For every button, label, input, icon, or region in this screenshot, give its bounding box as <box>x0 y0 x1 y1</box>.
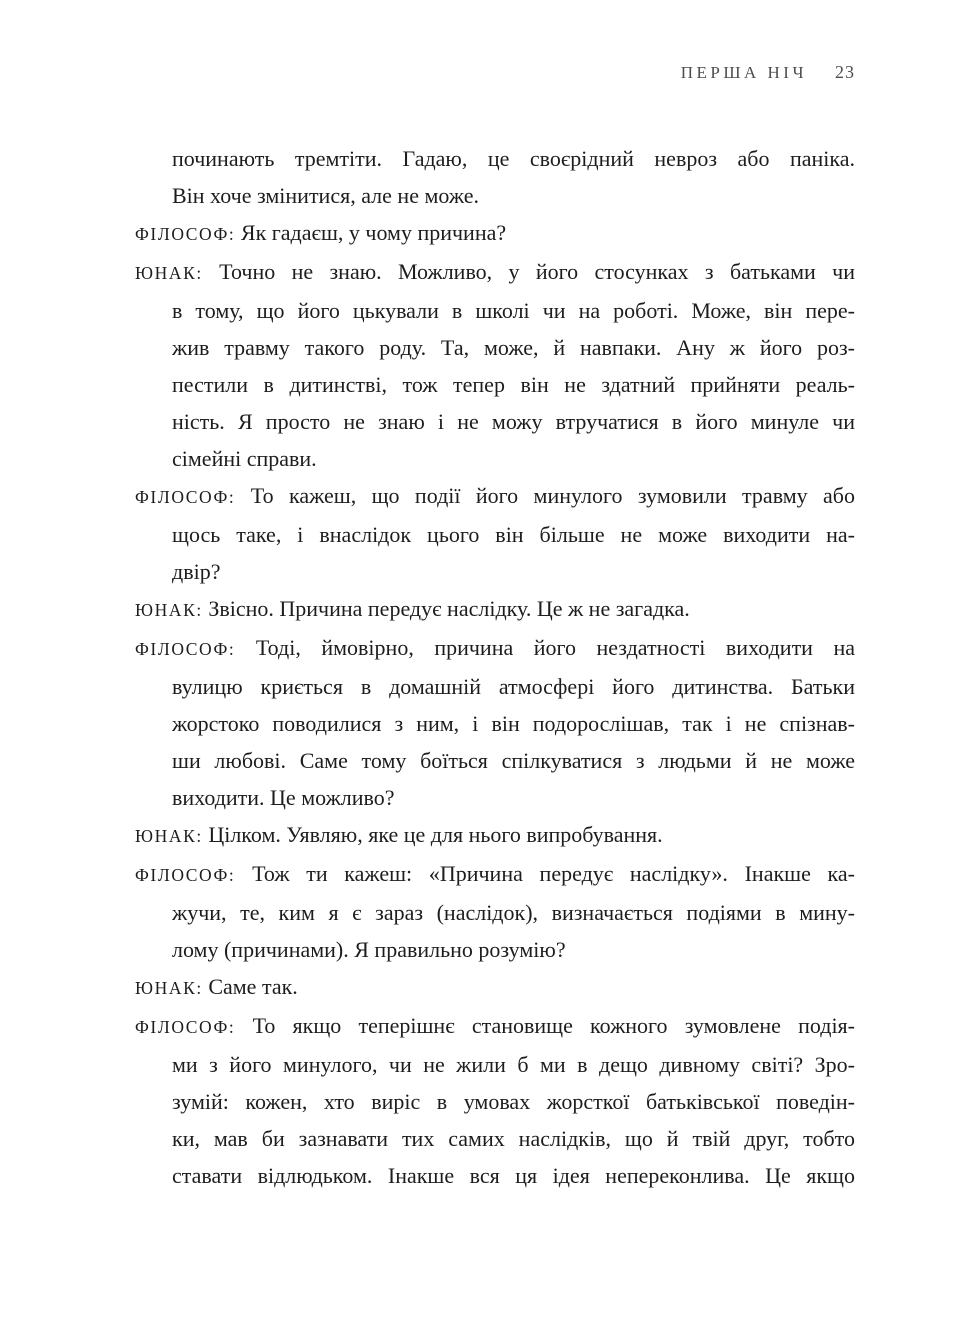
dialogue-line: ФІЛОСОФ: То кажеш, що події його минулого зумовили травму або <box>135 483 855 508</box>
dialogue-line: сімейні справи. <box>172 446 317 471</box>
speaker-label: ФІЛОСОФ: <box>135 865 236 885</box>
dialogue-paragraph <box>135 253 855 477</box>
dialogue-paragraph <box>135 477 855 590</box>
dialogue-line: ши любові. Саме тому боїться спілкуватися з людьми й не може <box>172 748 855 773</box>
dialogue-line: ФІЛОСОФ: Як гадаєш, у чому причина? <box>135 220 507 245</box>
dialogue-line: виходити. Це можливо? <box>172 785 395 810</box>
dialogue-line: вулицю криється в домашній атмосфері його дитинства. Батьки <box>172 674 855 699</box>
dialogue-paragraph <box>135 968 855 1007</box>
page-number: 23 <box>835 62 855 82</box>
dialogue-paragraph <box>135 590 855 629</box>
dialogue-line: зумій: кожен, хто виріс в умовах жорсткої батьківської поведін- <box>172 1089 855 1114</box>
dialogue-line: ФІЛОСОФ: Тоді, ймовірно, причина його нездатності виходити на <box>135 635 855 660</box>
dialogue-line: ЮНАК: Саме так. <box>135 974 298 999</box>
dialogue-line: ки, мав би зазнавати тих самих наслідків, що й твій друг, тобто <box>172 1126 855 1151</box>
dialogue-line: ФІЛОСОФ: Тож ти кажеш: «Причина передує наслідку». Інакше ка- <box>135 861 855 886</box>
speaker-label: ЮНАК: <box>135 978 203 998</box>
dialogue-line: Він хоче змінитися, але не може. <box>172 183 480 208</box>
page-header <box>135 62 855 83</box>
dialogue-line: лому (причинами). Я правильно розумію? <box>172 937 566 962</box>
speaker-label: ФІЛОСОФ: <box>135 224 236 244</box>
speaker-label: ФІЛОСОФ: <box>135 1017 236 1037</box>
speaker-label: ЮНАК: <box>135 263 203 283</box>
dialogue <box>135 140 855 1194</box>
dialogue-line: ЮНАК: Точно не знаю. Можливо, у його стосунках з батьками чи <box>135 259 855 284</box>
dialogue-line: ність. Я просто не знаю і не можу втручатися в його минуле чи <box>172 409 855 434</box>
dialogue-line: ми з його минулого, чи не жили б ми в дещо дивному світі? Зро- <box>172 1052 855 1077</box>
speaker-label: ЮНАК: <box>135 826 203 846</box>
dialogue-line: жучи, те, ким я є зараз (наслідок), визначається подіями в мину- <box>172 900 855 925</box>
dialogue-line: ФІЛОСОФ: То якщо теперішнє становище кожного зумовлене подія- <box>135 1013 855 1038</box>
dialogue-line: двір? <box>172 559 221 584</box>
speaker-label: ФІЛОСОФ: <box>135 487 236 507</box>
dialogue-line: жив травму такого роду. Та, може, й навпаки. Ану ж його роз- <box>172 335 855 360</box>
dialogue-line: пестили в дитинстві, тож тепер він не здатний прийняти реаль- <box>172 372 855 397</box>
section-title: ПЕРША НІЧ <box>680 63 807 82</box>
dialogue-line: починають тремтіти. Гадаю, це своєрідний невроз або паніка. <box>172 146 855 171</box>
dialogue-paragraph <box>135 629 855 816</box>
dialogue-line: в тому, що його цькували в школі чи на роботі. Може, він пере- <box>172 298 855 323</box>
dialogue-line: ЮНАК: Цілком. Уявляю, яке це для нього випробування. <box>135 822 663 847</box>
dialogue-paragraph <box>135 855 855 968</box>
dialogue-line: жорстоко поводилися з ним, і він подорослішав, так і не спізнав- <box>172 711 855 736</box>
speaker-label: ЮНАК: <box>135 600 203 620</box>
dialogue-paragraph <box>135 1007 855 1194</box>
dialogue-paragraph <box>135 140 855 214</box>
dialogue-paragraph <box>135 214 855 253</box>
dialogue-line: ЮНАК: Звісно. Причина передує наслідку. Це ж не загадка. <box>135 596 690 621</box>
dialogue-line: ставати відлюдьком. Інакше вся ця ідея непереконлива. Це якщо <box>172 1163 855 1188</box>
speaker-label: ФІЛОСОФ: <box>135 639 236 659</box>
dialogue-paragraph <box>135 816 855 855</box>
dialogue-line: щось таке, і внаслідок цього він більше не може виходити на- <box>172 522 855 547</box>
